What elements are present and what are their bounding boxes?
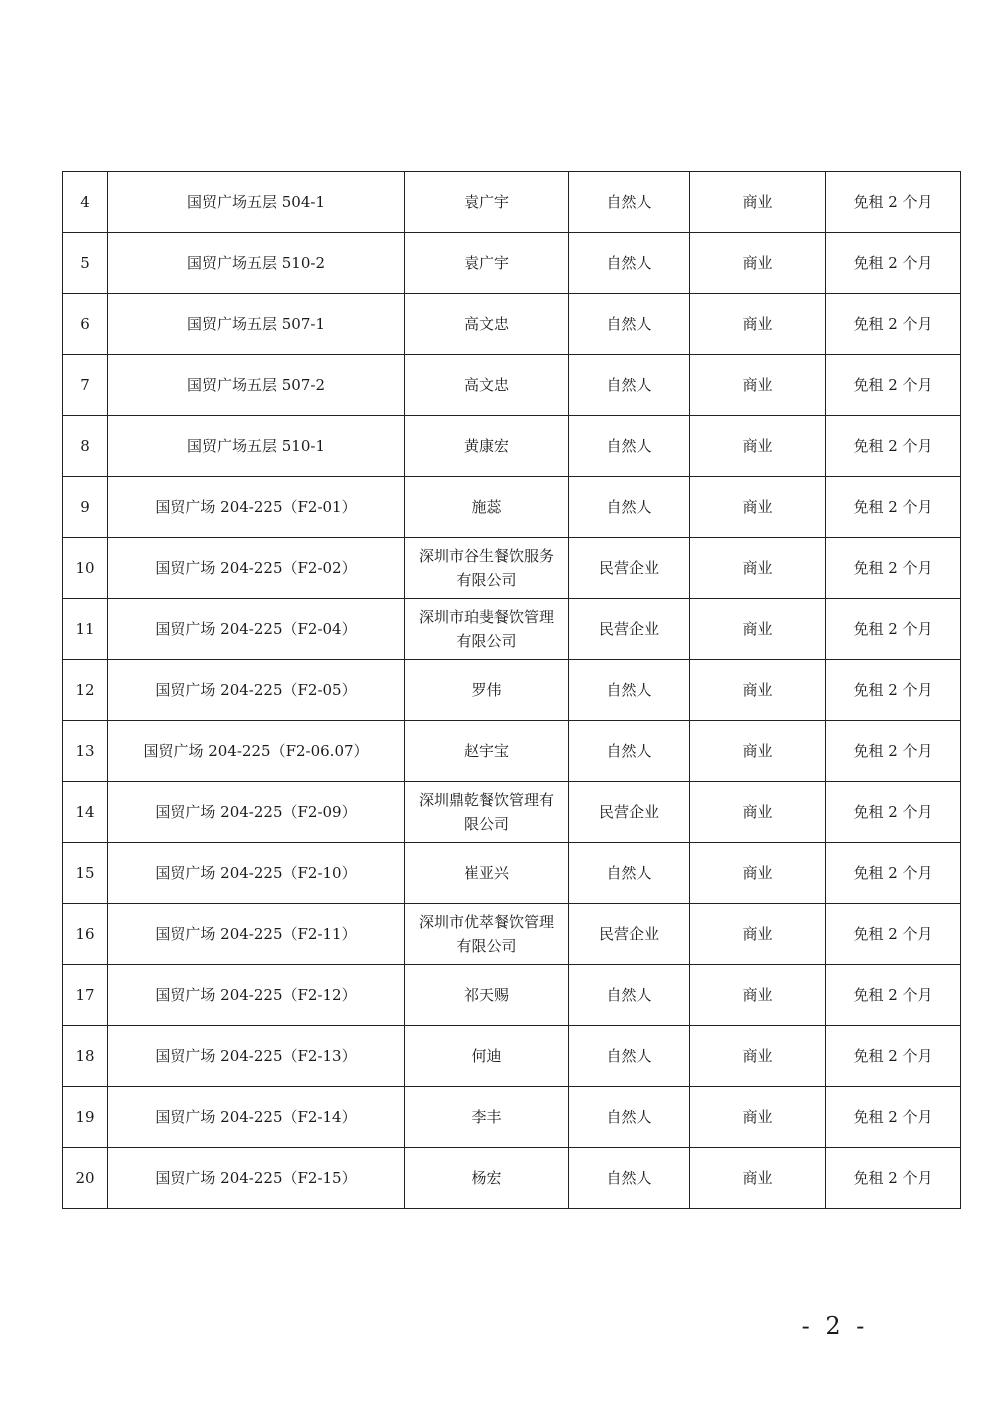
row-number-cell: 20 [63, 1148, 108, 1209]
location-cell: 国贸广场 204-225（F2-04） [108, 599, 405, 660]
row-number-cell: 8 [63, 416, 108, 477]
row-number-cell: 19 [63, 1087, 108, 1148]
tenant-cell: 施蕊 [405, 477, 569, 538]
usage-cell: 商业 [690, 233, 826, 294]
usage-cell: 商业 [690, 416, 826, 477]
page-number: - 2 - [801, 1312, 869, 1340]
tenant-cell: 何迪 [405, 1026, 569, 1087]
location-cell: 国贸广场 204-225（F2-13） [108, 1026, 405, 1087]
tenant-cell: 祁天赐 [405, 965, 569, 1026]
rent-relief-table-container [62, 171, 961, 1209]
tenant-type-cell: 自然人 [569, 721, 690, 782]
row-number-cell: 7 [63, 355, 108, 416]
location-cell: 国贸广场 204-225（F2-01） [108, 477, 405, 538]
tenant-type-cell: 自然人 [569, 172, 690, 233]
usage-cell: 商业 [690, 965, 826, 1026]
tenant-cell: 深圳市谷生餐饮服务有限公司 [405, 538, 569, 599]
row-number-cell: 13 [63, 721, 108, 782]
row-number-cell: 12 [63, 660, 108, 721]
table-row [63, 843, 961, 904]
rent-relief-cell: 免租 2 个月 [826, 538, 961, 599]
rent-relief-cell: 免租 2 个月 [826, 1026, 961, 1087]
location-cell: 国贸广场 204-225（F2-05） [108, 660, 405, 721]
table-row [63, 599, 961, 660]
location-cell: 国贸广场 204-225（F2-12） [108, 965, 405, 1026]
table-row [63, 294, 961, 355]
usage-cell: 商业 [690, 660, 826, 721]
row-number-cell: 9 [63, 477, 108, 538]
location-cell: 国贸广场五层 504-1 [108, 172, 405, 233]
location-cell: 国贸广场 204-225（F2-15） [108, 1148, 405, 1209]
rent-relief-cell: 免租 2 个月 [826, 172, 961, 233]
tenant-type-cell: 自然人 [569, 843, 690, 904]
table-row [63, 416, 961, 477]
table-row [63, 233, 961, 294]
table-row [63, 1026, 961, 1087]
usage-cell: 商业 [690, 477, 826, 538]
usage-cell: 商业 [690, 294, 826, 355]
tenant-type-cell: 自然人 [569, 1148, 690, 1209]
table-row [63, 904, 961, 965]
location-cell: 国贸广场五层 510-1 [108, 416, 405, 477]
rent-relief-cell: 免租 2 个月 [826, 904, 961, 965]
usage-cell: 商业 [690, 1026, 826, 1087]
row-number-cell: 16 [63, 904, 108, 965]
location-cell: 国贸广场五层 507-1 [108, 294, 405, 355]
table-row [63, 721, 961, 782]
rent-relief-cell: 免租 2 个月 [826, 599, 961, 660]
tenant-cell: 高文忠 [405, 355, 569, 416]
usage-cell: 商业 [690, 355, 826, 416]
tenant-type-cell: 民营企业 [569, 904, 690, 965]
tenant-cell: 深圳市优萃餐饮管理有限公司 [405, 904, 569, 965]
row-number-cell: 10 [63, 538, 108, 599]
tenant-cell: 崔亚兴 [405, 843, 569, 904]
location-cell: 国贸广场五层 507-2 [108, 355, 405, 416]
tenant-type-cell: 自然人 [569, 1087, 690, 1148]
tenant-type-cell: 民营企业 [569, 782, 690, 843]
table-row [63, 477, 961, 538]
usage-cell: 商业 [690, 172, 826, 233]
tenant-cell: 李丰 [405, 1087, 569, 1148]
rent-relief-cell: 免租 2 个月 [826, 233, 961, 294]
rent-relief-cell: 免租 2 个月 [826, 355, 961, 416]
usage-cell: 商业 [690, 1087, 826, 1148]
tenant-type-cell: 自然人 [569, 965, 690, 1026]
location-cell: 国贸广场 204-225（F2-10） [108, 843, 405, 904]
tenant-cell: 袁广宇 [405, 233, 569, 294]
rent-relief-cell: 免租 2 个月 [826, 843, 961, 904]
table-row [63, 538, 961, 599]
rent-relief-cell: 免租 2 个月 [826, 294, 961, 355]
rent-relief-cell: 免租 2 个月 [826, 782, 961, 843]
table-body [63, 172, 961, 1209]
tenant-cell: 袁广宇 [405, 172, 569, 233]
tenant-cell: 高文忠 [405, 294, 569, 355]
tenant-cell: 深圳市珀斐餐饮管理有限公司 [405, 599, 569, 660]
tenant-type-cell: 自然人 [569, 477, 690, 538]
usage-cell: 商业 [690, 782, 826, 843]
row-number-cell: 17 [63, 965, 108, 1026]
location-cell: 国贸广场 204-225（F2-09） [108, 782, 405, 843]
tenant-type-cell: 自然人 [569, 294, 690, 355]
tenant-type-cell: 民营企业 [569, 599, 690, 660]
tenant-cell: 杨宏 [405, 1148, 569, 1209]
rent-relief-cell: 免租 2 个月 [826, 1148, 961, 1209]
rent-relief-cell: 免租 2 个月 [826, 416, 961, 477]
usage-cell: 商业 [690, 721, 826, 782]
usage-cell: 商业 [690, 538, 826, 599]
row-number-cell: 11 [63, 599, 108, 660]
usage-cell: 商业 [690, 904, 826, 965]
location-cell: 国贸广场 204-225（F2-06.07） [108, 721, 405, 782]
location-cell: 国贸广场 204-225（F2-14） [108, 1087, 405, 1148]
tenant-type-cell: 自然人 [569, 660, 690, 721]
table-row [63, 965, 961, 1026]
rent-relief-table [62, 171, 961, 1209]
tenant-type-cell: 自然人 [569, 416, 690, 477]
table-row [63, 172, 961, 233]
table-row [63, 1087, 961, 1148]
tenant-type-cell: 自然人 [569, 1026, 690, 1087]
tenant-type-cell: 民营企业 [569, 538, 690, 599]
location-cell: 国贸广场五层 510-2 [108, 233, 405, 294]
table-row [63, 660, 961, 721]
location-cell: 国贸广场 204-225（F2-11） [108, 904, 405, 965]
row-number-cell: 4 [63, 172, 108, 233]
row-number-cell: 18 [63, 1026, 108, 1087]
tenant-cell: 罗伟 [405, 660, 569, 721]
rent-relief-cell: 免租 2 个月 [826, 721, 961, 782]
tenant-cell: 赵宇宝 [405, 721, 569, 782]
rent-relief-cell: 免租 2 个月 [826, 1087, 961, 1148]
usage-cell: 商业 [690, 843, 826, 904]
table-row [63, 1148, 961, 1209]
table-row [63, 782, 961, 843]
table-row [63, 355, 961, 416]
rent-relief-cell: 免租 2 个月 [826, 477, 961, 538]
usage-cell: 商业 [690, 1148, 826, 1209]
row-number-cell: 15 [63, 843, 108, 904]
tenant-cell: 深圳鼎乾餐饮管理有限公司 [405, 782, 569, 843]
row-number-cell: 14 [63, 782, 108, 843]
tenant-type-cell: 自然人 [569, 355, 690, 416]
location-cell: 国贸广场 204-225（F2-02） [108, 538, 405, 599]
row-number-cell: 5 [63, 233, 108, 294]
tenant-cell: 黄康宏 [405, 416, 569, 477]
rent-relief-cell: 免租 2 个月 [826, 965, 961, 1026]
tenant-type-cell: 自然人 [569, 233, 690, 294]
rent-relief-cell: 免租 2 个月 [826, 660, 961, 721]
row-number-cell: 6 [63, 294, 108, 355]
usage-cell: 商业 [690, 599, 826, 660]
